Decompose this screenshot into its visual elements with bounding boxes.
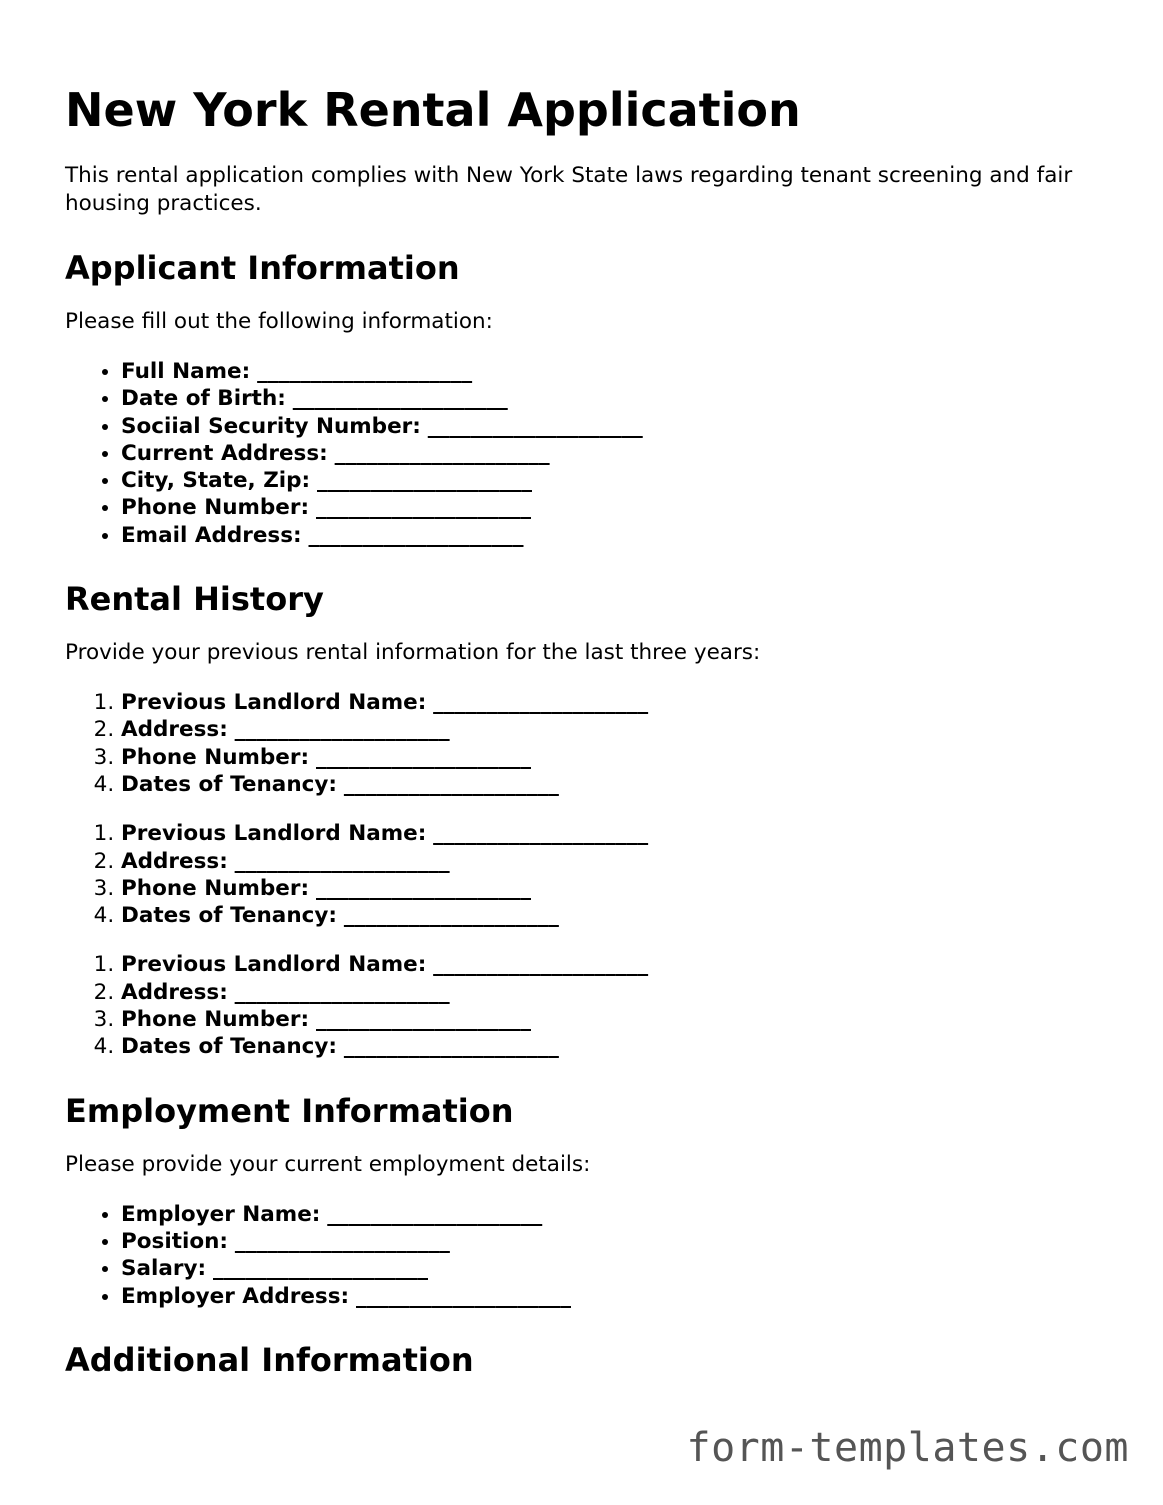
field-label-employer-name: Employer Name: <box>121 1201 321 1227</box>
field-label-employer-address: Employer Address: <box>121 1283 350 1309</box>
list-item <box>121 413 1105 440</box>
list-item <box>121 1283 1105 1310</box>
fill-in-blank[interactable]: ____________________ <box>315 744 531 770</box>
field-label-address: Address: <box>121 717 228 743</box>
list-item <box>121 902 1105 929</box>
list-item <box>121 1201 1105 1228</box>
list-item <box>121 820 1105 847</box>
field-label-ssn: Sociial Security Number: <box>121 413 421 439</box>
fill-in-blank[interactable]: ____________________ <box>343 903 559 929</box>
field-label-date-of-birth: Date of Birth: <box>121 386 286 412</box>
list-item <box>121 979 1105 1006</box>
fill-in-blank[interactable]: ____________________ <box>315 875 531 901</box>
fill-in-blank[interactable]: ____________________ <box>234 1228 450 1254</box>
list-item <box>121 951 1105 978</box>
section-heading-applicant: Applicant Information <box>65 249 460 287</box>
landlord-group-1 <box>65 689 1105 798</box>
fill-in-blank[interactable]: ____________________ <box>308 522 524 548</box>
list-item <box>121 522 1105 549</box>
list-item <box>121 716 1105 743</box>
applicant-lead: Please fill out the following information: <box>65 309 493 334</box>
field-label-landlord-name: Previous Landlord Name: <box>121 690 427 716</box>
list-item <box>121 771 1105 798</box>
field-label-landlord-name: Previous Landlord Name: <box>121 821 427 847</box>
fill-in-blank[interactable]: ____________________ <box>433 690 649 716</box>
field-label-full-name: Full Name: <box>121 359 251 384</box>
fill-in-blank[interactable]: ____________________ <box>343 1034 559 1060</box>
applicant-field-list <box>65 358 1105 549</box>
fill-in-blank[interactable]: ____________________ <box>315 1007 531 1033</box>
list-item <box>121 1033 1105 1060</box>
list-item <box>121 1255 1105 1282</box>
list-item <box>121 1006 1105 1033</box>
landlord-group-3 <box>65 951 1105 1060</box>
list-item <box>121 385 1105 412</box>
field-label-dates-of-tenancy: Dates of Tenancy: <box>121 903 337 929</box>
field-label-salary: Salary: <box>121 1256 207 1282</box>
field-label-position: Position: <box>121 1228 229 1254</box>
fill-in-blank[interactable]: ____________________ <box>315 495 531 521</box>
list-item <box>121 875 1105 902</box>
list-item <box>121 689 1105 716</box>
field-label-current-address: Current Address: <box>121 440 328 466</box>
employment-field-list <box>65 1201 1105 1310</box>
intro-paragraph: This rental application complies with New York State laws regarding tenant screening and fair housing practices. <box>65 163 1073 216</box>
field-label-dates-of-tenancy: Dates of Tenancy: <box>121 1034 337 1060</box>
field-label-email-address: Email Address: <box>121 522 302 548</box>
fill-in-blank[interactable]: ____________________ <box>292 386 508 412</box>
fill-in-blank[interactable]: ____________________ <box>343 771 559 797</box>
landlord-group-2 <box>65 820 1105 929</box>
field-label-landlord-name: Previous Landlord Name: <box>121 952 427 978</box>
fill-in-blank[interactable]: ____________________ <box>327 1201 543 1227</box>
field-label-address: Address: <box>121 979 228 1005</box>
fill-in-blank[interactable]: ____________________ <box>234 979 450 1005</box>
field-label-phone-number: Phone Number: <box>121 875 310 901</box>
fill-in-blank[interactable]: ____________________ <box>234 717 450 743</box>
list-item <box>121 744 1105 771</box>
field-label-city-state-zip: City, State, Zip: <box>121 468 311 494</box>
fill-in-blank[interactable]: ____________________ <box>317 468 532 494</box>
field-label-phone-number: Phone Number: <box>121 1007 310 1033</box>
page-title: New York Rental Application <box>65 83 801 137</box>
list-item <box>121 1228 1105 1255</box>
field-label-address: Address: <box>121 848 228 874</box>
fill-in-blank[interactable]: ____________________ <box>334 440 550 466</box>
fill-in-blank[interactable]: ____________________ <box>212 1256 428 1282</box>
list-item <box>121 467 1105 494</box>
field-label-phone-number: Phone Number: <box>121 744 310 770</box>
fill-in-blank[interactable]: ____________________ <box>433 821 649 847</box>
rental-history-lead: Provide your previous rental information for the last three years: <box>65 640 761 666</box>
field-label-dates-of-tenancy: Dates of Tenancy: <box>121 771 337 797</box>
list-item <box>121 494 1105 521</box>
document-page <box>65 80 1105 1400</box>
employment-lead: Please provide your current employment details: <box>65 1151 591 1177</box>
fill-in-blank[interactable]: ____________________ <box>355 1283 571 1309</box>
fill-in-blank[interactable]: ____________________ <box>433 952 649 978</box>
fill-in-blank[interactable]: ____________________ <box>234 848 450 874</box>
fill-in-blank[interactable]: ____________________ <box>427 413 643 439</box>
list-item <box>121 848 1105 875</box>
section-heading-employment: Employment Information <box>65 1091 514 1130</box>
field-label-phone-number: Phone Number: <box>121 495 310 521</box>
section-heading-additional: Additional Information <box>65 1340 474 1379</box>
list-item <box>121 440 1105 467</box>
watermark: form-templates.com <box>686 1425 1129 1471</box>
list-item <box>121 358 1105 385</box>
section-heading-rental-history: Rental History <box>65 580 324 619</box>
fill-in-blank[interactable]: ____________________ <box>257 359 473 384</box>
